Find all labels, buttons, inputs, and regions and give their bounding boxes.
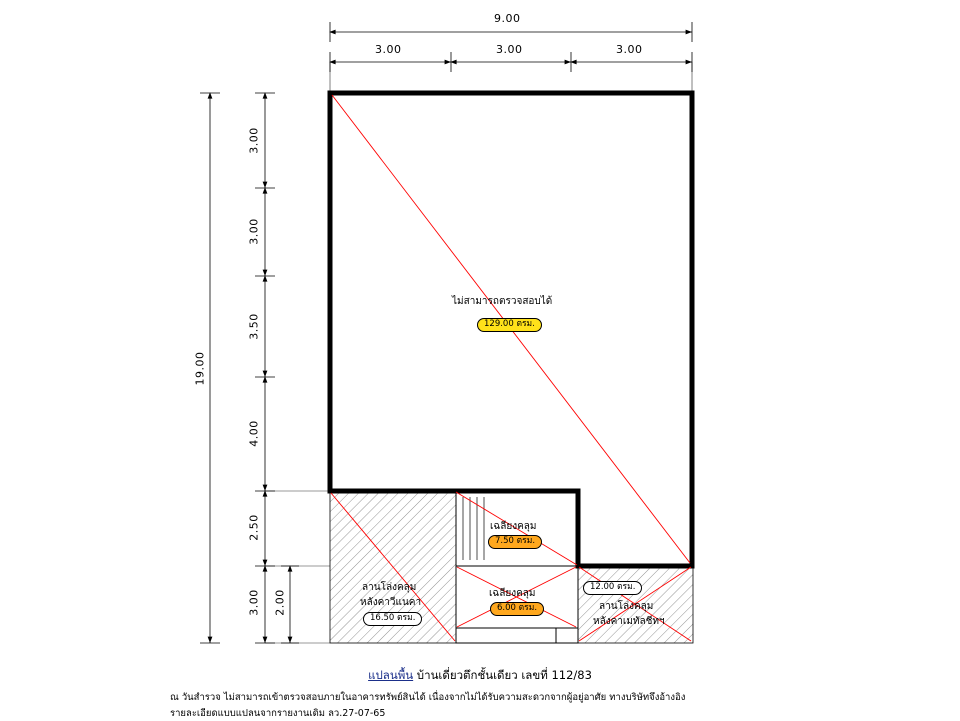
room-carport-right-label-line2: หลังคาเมทัลชีทฯ (593, 616, 665, 627)
dim-left-seg1-label: 3.00 (247, 127, 261, 154)
dim-top-seg3-label: 3.00 (616, 43, 643, 56)
plan-title-underlined: แปลนพื้น (368, 668, 414, 682)
room-carport-right-label-line1: ลานโล่งคลุม (599, 601, 654, 612)
room-terrace-upper-area: 7.50 ตรม. (488, 535, 542, 549)
plan-note-line-2: รายละเอียดแบบแปลนจากรายงานเดิม ลว.27-07-65 (170, 708, 386, 719)
room-carport-right-area: 12.00 ตรม. (583, 581, 642, 595)
dim-top-seg1-label: 3.00 (375, 43, 402, 56)
room-terrace-lower-label: เฉลียงคลุม (489, 588, 536, 599)
dim-left-seg3-label: 3.50 (247, 313, 261, 340)
dim-top-overall-label: 9.00 (494, 12, 521, 25)
dim-left-overall-label: 19.00 (193, 351, 207, 386)
room-carport-left-label-line1: ลานโล่งคลุม (362, 582, 417, 593)
room-terrace-lower-area: 6.00 ตรม. (490, 602, 544, 616)
room-uninspectable-label: ไม่สามารถตรวจสอบได้ (452, 296, 553, 307)
room-carport-left-label-line2: หลังคาวีแนคา (360, 597, 422, 608)
plan-title-rest: บ้านเดี่ยวตึกชั้นเดียว เลขที่ 112/83 (413, 668, 592, 682)
terrace-block-outline (456, 491, 578, 643)
dim-left-seg4-label: 4.00 (247, 420, 261, 447)
plan-title (0, 664, 960, 685)
dim-left-inner-label: 2.00 (273, 589, 287, 616)
terrace-notch (556, 628, 578, 643)
dim-left-seg2-label: 3.00 (247, 218, 261, 245)
plan-note-line-1: ณ วันสำรวจ ไม่สามารถเข้าตรวจสอบภายในอาคารทรัพย์สินได้ เนื่องจากไม่ได้รับความสะดวกจากผู้อยู่อาศัย ทางบริษัทจึงอ้างอิง (170, 692, 686, 703)
room-carport-left-area: 16.50 ตรม. (363, 612, 422, 626)
room-terrace-upper-label: เฉลียงคลุม (490, 521, 537, 532)
room-uninspectable-area: 129.00 ตรม. (477, 318, 542, 332)
dim-left-seg6-label: 3.00 (247, 589, 261, 616)
dim-left-seg5-label: 2.50 (247, 514, 261, 541)
dim-top-seg2-label: 3.00 (496, 43, 523, 56)
